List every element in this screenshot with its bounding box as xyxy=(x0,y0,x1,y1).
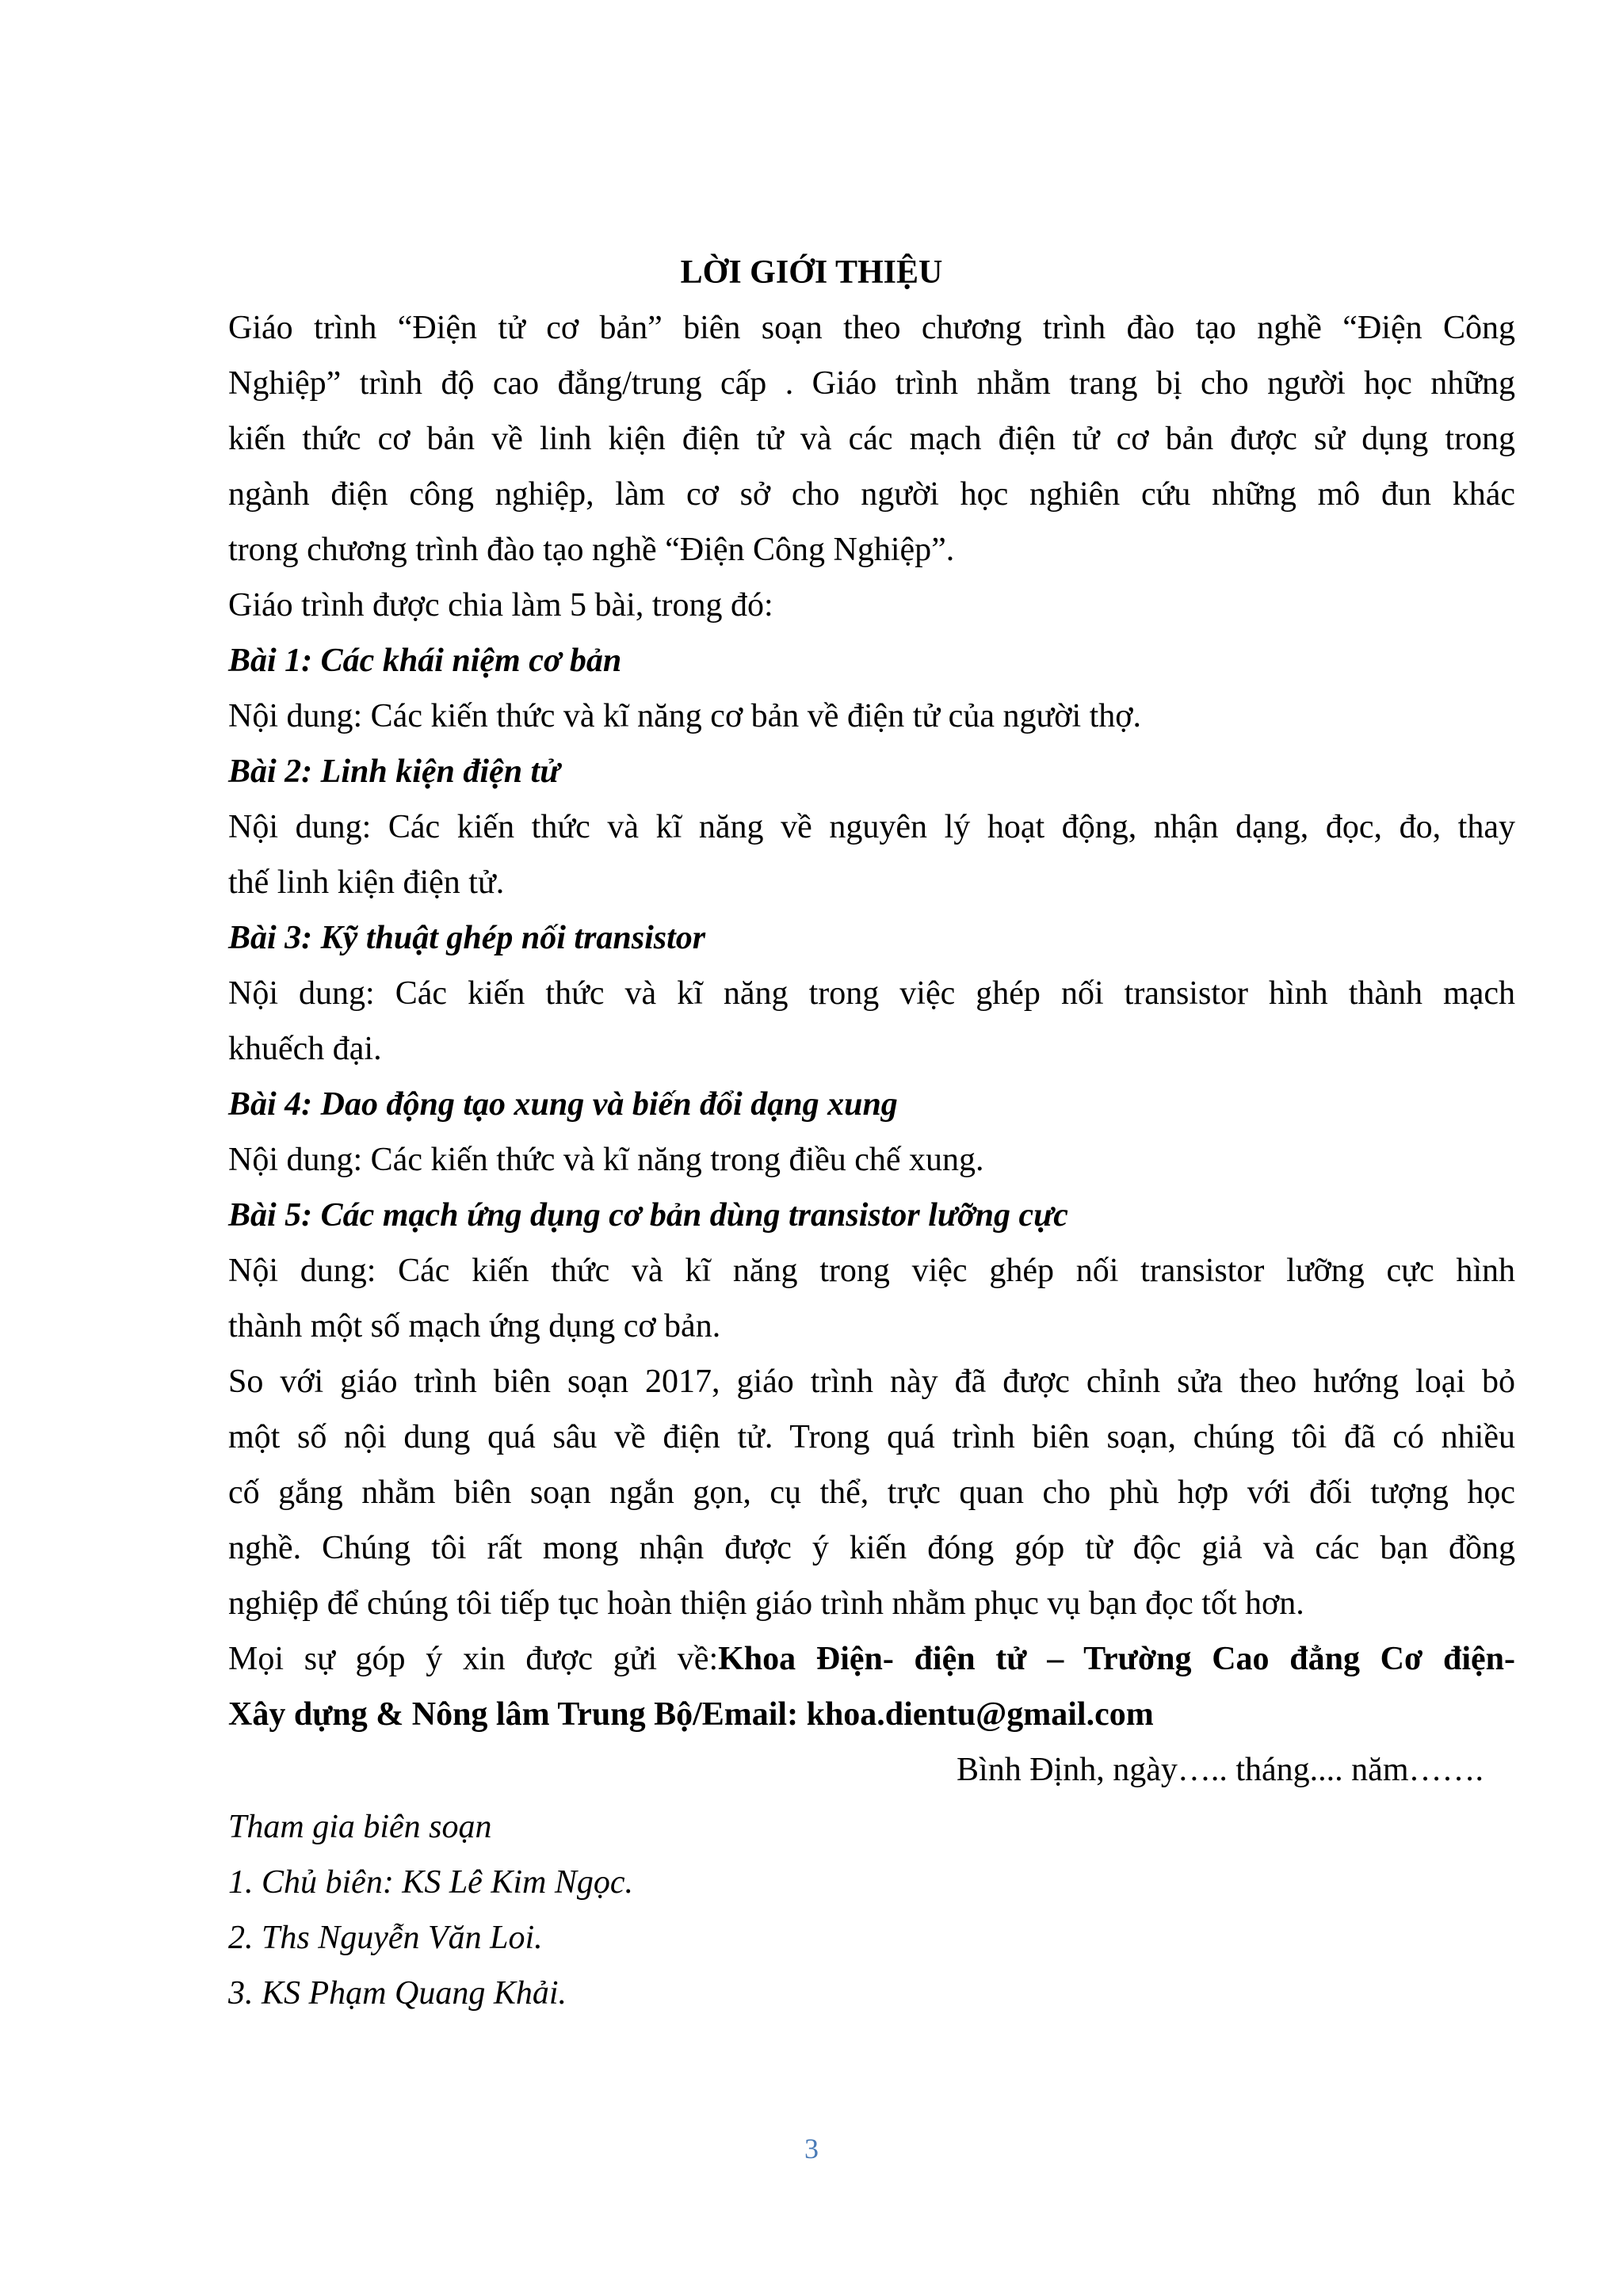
page-number: 3 xyxy=(804,2133,819,2164)
lesson-heading: Bài 4: Dao động tạo xung và biến đổi dạng xung xyxy=(228,1086,898,1123)
contact-email-line: Xây dựng & Nông lâm Trung Bộ/Email: khoa.dientu@gmail.com xyxy=(228,1696,1154,1733)
lesson-content: thế linh kiện điện tử. xyxy=(228,864,505,901)
intro-line: ngành điện công nghiệp, làm cơ sở cho người học nghiên cứu những mô đun khác xyxy=(228,476,1515,513)
lesson-heading: Bài 1: Các khái niệm cơ bản xyxy=(228,643,622,679)
closing-line: nghiệp để chúng tôi tiếp tục hoàn thiện giáo trình nhằm phục vụ bạn đọc tốt hơn. xyxy=(228,1585,1304,1622)
place-date: Bình Định, ngày….. tháng.... năm……. xyxy=(957,1752,1484,1788)
lesson-heading: Bài 5: Các mạch ứng dụng cơ bản dùng transistor lưỡng cực xyxy=(228,1197,1068,1234)
author-item: 1. Chủ biên: KS Lê Kim Ngọc. xyxy=(228,1864,633,1901)
author-item: 2. Ths Nguyễn Văn Loi. xyxy=(228,1920,543,1956)
authors-heading: Tham gia biên soạn xyxy=(228,1809,492,1845)
closing-line: một số nội dung quá sâu về điện tử. Trong quá trình biên soạn, chúng tôi đã có nhiều xyxy=(228,1419,1515,1455)
lesson-content: Nội dung: Các kiến thức và kĩ năng trong điều chế xung. xyxy=(228,1142,984,1178)
lesson-content: Nội dung: Các kiến thức và kĩ năng cơ bản về điện tử của người thợ. xyxy=(228,698,1141,734)
author-item: 3. KS Phạm Quang Khải. xyxy=(228,1975,567,2012)
lesson-content: khuếch đại. xyxy=(228,1031,382,1067)
lesson-content: Nội dung: Các kiến thức và kĩ năng trong việc ghép nối transistor hình thành mạch xyxy=(228,975,1515,1012)
closing-line: nghề. Chúng tôi rất mong nhận được ý kiến đóng góp từ độc giả và các bạn đồng xyxy=(228,1530,1515,1566)
intro-line: Nghiệp” trình độ cao đẳng/trung cấp . Giáo trình nhằm trang bị cho người học những xyxy=(228,365,1515,402)
intro-line: kiến thức cơ bản về linh kiện điện tử và các mạch điện tử cơ bản được sử dụng trong xyxy=(228,421,1515,457)
lesson-heading: Bài 3: Kỹ thuật ghép nối transistor xyxy=(228,920,706,956)
lesson-content: Nội dung: Các kiến thức và kĩ năng trong việc ghép nối transistor lưỡng cực hình xyxy=(228,1253,1515,1289)
division-line: Giáo trình được chia làm 5 bài, trong đó: xyxy=(228,587,773,624)
contact-line xyxy=(228,1638,1515,1680)
page-title: LỜI GIỚI THIỆU xyxy=(680,254,943,291)
closing-line: cố gắng nhằm biên soạn ngắn gọn, cụ thể, trực quan cho phù hợp với đối tượng học xyxy=(228,1474,1515,1511)
lesson-heading: Bài 2: Linh kiện điện tử xyxy=(228,753,560,790)
contact-prefix: Mọi sự góp ý xin được gửi về: xyxy=(228,1641,719,1677)
closing-line: So với giáo trình biên soạn 2017, giáo trình này đã được chỉnh sửa theo hướng loại bỏ xyxy=(228,1363,1515,1400)
contact-institution: Khoa Điện- điện tử – Trường Cao đẳng Cơ điện- xyxy=(718,1641,1515,1677)
intro-line: Giáo trình “Điện tử cơ bản” biên soạn theo chương trình đào tạo nghề “Điện Công xyxy=(228,310,1515,346)
lesson-content: thành một số mạch ứng dụng cơ bản. xyxy=(228,1308,721,1344)
lesson-content: Nội dung: Các kiến thức và kĩ năng về nguyên lý hoạt động, nhận dạng, đọc, đo, thay xyxy=(228,809,1515,845)
intro-line: trong chương trình đào tạo nghề “Điện Công Nghiệp”. xyxy=(228,532,955,568)
